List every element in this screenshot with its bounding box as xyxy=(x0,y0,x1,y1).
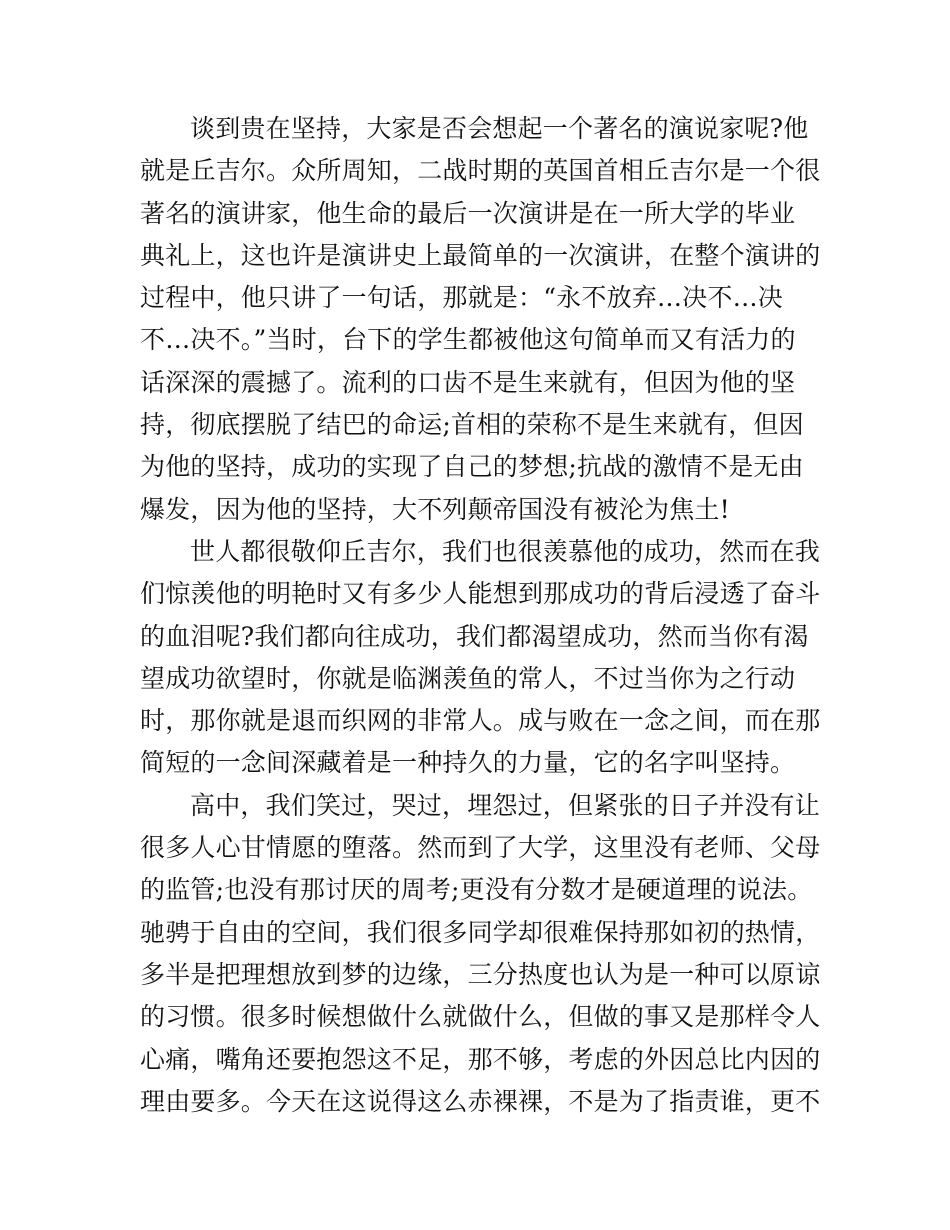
text-line: 谈到贵在坚持，大家是否会想起一个著名的演说家呢?他 xyxy=(190,114,809,143)
text-line: 望成功欲望时，你就是临渊羡鱼的常人，不过当你为之行动 xyxy=(140,663,796,693)
text-line: 著名的演讲家，他生命的最后一次演讲是在一所大学的毕业 xyxy=(140,198,796,228)
text-line: 就是丘吉尔。众所周知，二战时期的英国首相丘吉尔是一个很 xyxy=(140,156,821,186)
text-line: 持，彻底摆脱了结巴的命运;首相的荣称不是生来就有，但因 xyxy=(140,410,804,440)
text-line: 话深深的震撼了。流利的口齿不是生来就有，但因为他的坚 xyxy=(140,367,796,397)
text-line: 高中，我们笑过，哭过，埋怨过，但紧张的日子并没有让 xyxy=(190,790,821,820)
text-line: 过程中，他只讲了一句话，那就是：“永不放弃…决不…决 xyxy=(140,283,783,313)
paragraph-1 xyxy=(140,108,820,531)
text-line: 的血泪呢?我们都向往成功，我们都渴望成功，然而当你有渴 xyxy=(140,621,809,651)
text-line: 驰骋于自由的空间，我们很多同学却很难保持那如初的热情， xyxy=(140,917,821,947)
text-line: 世人都很敬仰丘吉尔，我们也很羡慕他的成功，然而在我 xyxy=(190,536,821,566)
text-line: 时，那你就是退而织网的非常人。成与败在一念之间，而在那 xyxy=(140,706,821,736)
text-line: 不…决不。”当时，台下的学生都被他这句简单而又有活力的 xyxy=(140,325,796,355)
text-line: 的习惯。很多时候想做什么就做什么，但做的事又是那样令人 xyxy=(140,1002,821,1032)
text-line: 心痛，嘴角还要抱怨这不足，那不够，考虑的外因总比内因的 xyxy=(140,1044,821,1074)
text-line: 多半是把理想放到梦的边缘，三分热度也认为是一种可以原谅 xyxy=(140,959,821,989)
text-line: 爆发，因为他的坚持，大不列颠帝国没有被沦为焦土! xyxy=(140,494,730,524)
text-line: 很多人心甘情愿的堕落。然而到了大学，这里没有老师、父母 xyxy=(140,833,821,863)
text-line: 理由要多。今天在这说得这么赤裸裸，不是为了指责谁，更不 xyxy=(140,1086,821,1116)
text-line: 们惊羡他的明艳时又有多少人能想到那成功的背后浸透了奋斗 xyxy=(140,579,821,609)
text-line: 典礼上，这也许是演讲史上最简单的一次演讲，在整个演讲的 xyxy=(140,240,821,270)
text-line: 为他的坚持，成功的实现了自己的梦想;抗战的激情不是无由 xyxy=(140,452,804,482)
text-line: 简短的一念间深藏着是一种持久的力量，它的名字叫坚持。 xyxy=(140,748,796,778)
document-body xyxy=(140,108,820,1123)
paragraph-3 xyxy=(140,785,820,1123)
text-line: 的监管;也没有那讨厌的周考;更没有分数才是硬道理的说法。 xyxy=(140,875,813,905)
paragraph-2 xyxy=(140,531,820,785)
